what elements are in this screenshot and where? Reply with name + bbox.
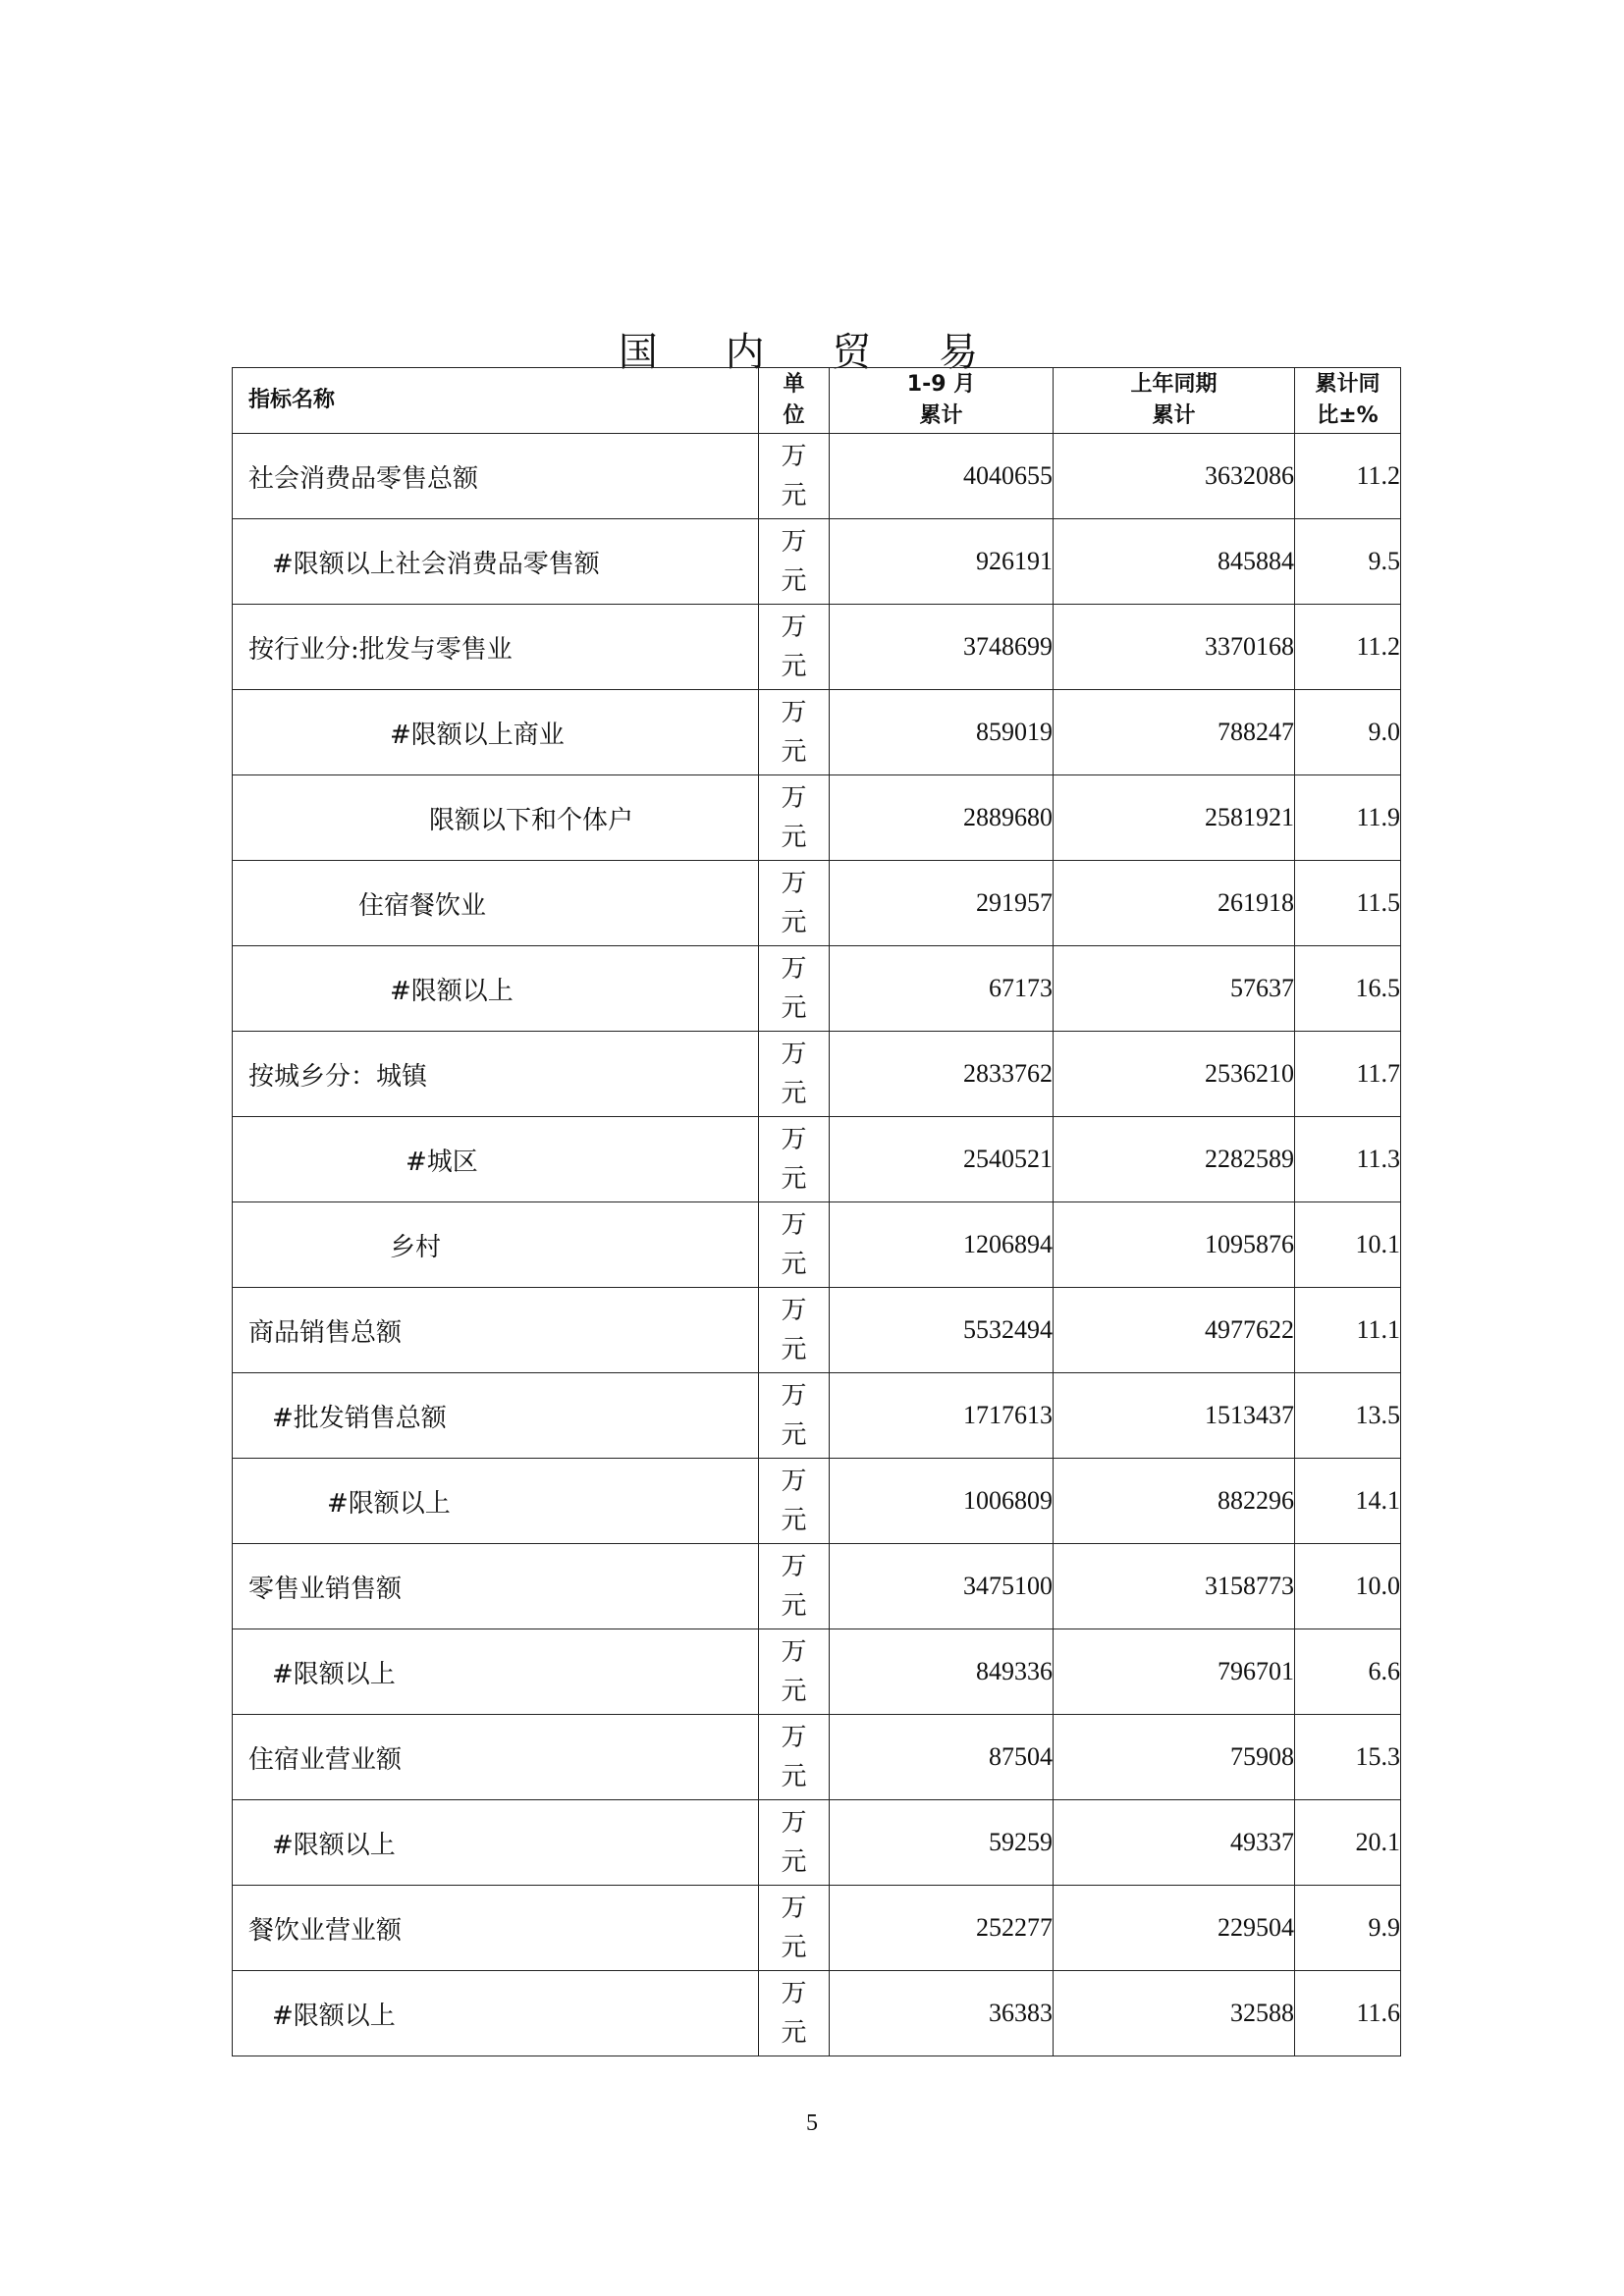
- domestic-trade-table: [232, 367, 1401, 2056]
- indicator-name: #限额以上商业: [233, 690, 759, 775]
- yoy-change: 9.5: [1295, 519, 1401, 605]
- table-row: [233, 1373, 1401, 1459]
- unit-line2: 元: [781, 1847, 807, 1877]
- current-cumulative: 2540521: [830, 1117, 1054, 1202]
- previous-cumulative: 49337: [1054, 1800, 1295, 1886]
- indicator-name: 住宿业营业额: [233, 1715, 759, 1800]
- unit-line2: 元: [781, 652, 807, 681]
- table-row: [233, 605, 1401, 690]
- yoy-change: 15.3: [1295, 1715, 1401, 1800]
- unit-line2: 元: [781, 1164, 807, 1194]
- header-indicator-name: 指标名称: [233, 368, 759, 434]
- current-cumulative: 926191: [830, 519, 1054, 605]
- unit-line1: 万: [781, 869, 807, 898]
- current-cumulative: 1006809: [830, 1459, 1054, 1544]
- unit-line1: 万: [781, 1552, 807, 1581]
- current-cumulative: 87504: [830, 1715, 1054, 1800]
- previous-cumulative: 2581921: [1054, 775, 1295, 861]
- previous-cumulative: 261918: [1054, 861, 1295, 946]
- header-yoy-change: [1295, 368, 1401, 434]
- unit-cell: [759, 1800, 830, 1886]
- table-row: [233, 775, 1401, 861]
- unit-line2: 元: [781, 1677, 807, 1706]
- previous-cumulative: 3158773: [1054, 1544, 1295, 1629]
- unit-line1: 万: [781, 698, 807, 727]
- unit-line1: 万: [781, 1979, 807, 2008]
- previous-cumulative: 229504: [1054, 1886, 1295, 1971]
- unit-cell: [759, 1629, 830, 1715]
- unit-cell: [759, 1459, 830, 1544]
- unit-line2: 元: [781, 2018, 807, 2048]
- header-prev-line2: 累计: [1152, 403, 1196, 428]
- header-current-line2: 累计: [919, 403, 963, 428]
- header-unit: [759, 368, 830, 434]
- unit-line2: 元: [781, 1335, 807, 1364]
- unit-line2: 元: [781, 1079, 807, 1108]
- header-current-line1: 1-9 月: [906, 372, 976, 397]
- unit-cell: [759, 1544, 830, 1629]
- previous-cumulative: 32588: [1054, 1971, 1295, 2056]
- table-body: [233, 434, 1401, 2056]
- yoy-change: 11.5: [1295, 861, 1401, 946]
- unit-line1: 万: [781, 1808, 807, 1838]
- unit-line2: 元: [781, 908, 807, 937]
- indicator-name: 住宿餐饮业: [233, 861, 759, 946]
- unit-line1: 万: [781, 1210, 807, 1240]
- table-row: [233, 1629, 1401, 1715]
- yoy-change: 11.6: [1295, 1971, 1401, 2056]
- current-cumulative: 5532494: [830, 1288, 1054, 1373]
- table-row: [233, 1459, 1401, 1544]
- unit-cell: [759, 1117, 830, 1202]
- unit-line1: 万: [781, 1125, 807, 1154]
- previous-cumulative: 788247: [1054, 690, 1295, 775]
- indicator-name: #限额以上社会消费品零售额: [233, 519, 759, 605]
- yoy-change: 11.9: [1295, 775, 1401, 861]
- unit-line1: 万: [781, 442, 807, 471]
- unit-line2: 元: [781, 1933, 807, 1962]
- unit-cell: [759, 519, 830, 605]
- header-change-line1: 累计同: [1315, 372, 1380, 397]
- current-cumulative: 36383: [830, 1971, 1054, 2056]
- indicator-name: 限额以下和个体户: [233, 775, 759, 861]
- page-number: 5: [806, 2110, 818, 2136]
- table-row: [233, 434, 1401, 519]
- indicator-name: 按行业分:批发与零售业: [233, 605, 759, 690]
- unit-line2: 元: [781, 481, 807, 510]
- header-change-line2: 比±%: [1317, 403, 1379, 428]
- header-current-cumulative: [830, 368, 1054, 434]
- previous-cumulative: 1513437: [1054, 1373, 1295, 1459]
- previous-cumulative: 3370168: [1054, 605, 1295, 690]
- table-row: [233, 946, 1401, 1032]
- indicator-name: #批发销售总额: [233, 1373, 759, 1459]
- indicator-name: 按城乡分：城镇: [233, 1032, 759, 1117]
- previous-cumulative: 4977622: [1054, 1288, 1295, 1373]
- unit-line1: 万: [781, 1637, 807, 1667]
- unit-line1: 万: [781, 954, 807, 984]
- current-cumulative: 1717613: [830, 1373, 1054, 1459]
- indicator-name: 零售业销售额: [233, 1544, 759, 1629]
- yoy-change: 9.0: [1295, 690, 1401, 775]
- unit-line1: 万: [781, 1723, 807, 1752]
- header-prev-line1: 上年同期: [1130, 372, 1218, 397]
- previous-cumulative: 796701: [1054, 1629, 1295, 1715]
- yoy-change: 13.5: [1295, 1373, 1401, 1459]
- current-cumulative: 3748699: [830, 605, 1054, 690]
- table-row: [233, 1288, 1401, 1373]
- current-cumulative: 67173: [830, 946, 1054, 1032]
- yoy-change: 10.0: [1295, 1544, 1401, 1629]
- unit-cell: [759, 1373, 830, 1459]
- unit-cell: [759, 946, 830, 1032]
- table-row: [233, 1971, 1401, 2056]
- yoy-change: 10.1: [1295, 1202, 1401, 1288]
- previous-cumulative: 845884: [1054, 519, 1295, 605]
- indicator-name: 社会消费品零售总额: [233, 434, 759, 519]
- previous-cumulative: 882296: [1054, 1459, 1295, 1544]
- unit-line2: 元: [781, 1250, 807, 1279]
- yoy-change: 9.9: [1295, 1886, 1401, 1971]
- indicator-name: 商品销售总额: [233, 1288, 759, 1373]
- unit-line1: 万: [781, 783, 807, 813]
- previous-cumulative: 2282589: [1054, 1117, 1295, 1202]
- previous-cumulative: 3632086: [1054, 434, 1295, 519]
- indicator-name: #限额以上: [233, 1629, 759, 1715]
- current-cumulative: 3475100: [830, 1544, 1054, 1629]
- unit-cell: [759, 1202, 830, 1288]
- current-cumulative: 252277: [830, 1886, 1054, 1971]
- unit-cell: [759, 1715, 830, 1800]
- unit-cell: [759, 1971, 830, 2056]
- unit-cell: [759, 775, 830, 861]
- current-cumulative: 2833762: [830, 1032, 1054, 1117]
- yoy-change: 14.1: [1295, 1459, 1401, 1544]
- current-cumulative: 4040655: [830, 434, 1054, 519]
- indicator-name: 乡村: [233, 1202, 759, 1288]
- unit-line2: 元: [781, 566, 807, 596]
- indicator-name: #限额以上: [233, 1971, 759, 2056]
- unit-line1: 万: [781, 1296, 807, 1325]
- yoy-change: 11.7: [1295, 1032, 1401, 1117]
- unit-line1: 万: [781, 1894, 807, 1923]
- yoy-change: 6.6: [1295, 1629, 1401, 1715]
- yoy-change: 11.1: [1295, 1288, 1401, 1373]
- table-row: [233, 1544, 1401, 1629]
- yoy-change: 11.2: [1295, 434, 1401, 519]
- unit-cell: [759, 861, 830, 946]
- indicator-name: #限额以上: [233, 1800, 759, 1886]
- unit-line2: 元: [781, 1420, 807, 1450]
- previous-cumulative: 57637: [1054, 946, 1295, 1032]
- table-row: [233, 1886, 1401, 1971]
- current-cumulative: 2889680: [830, 775, 1054, 861]
- table-row: [233, 1117, 1401, 1202]
- yoy-change: 11.2: [1295, 605, 1401, 690]
- unit-line1: 万: [781, 1467, 807, 1496]
- unit-cell: [759, 434, 830, 519]
- unit-cell: [759, 605, 830, 690]
- unit-line1: 万: [781, 1040, 807, 1069]
- unit-line2: 元: [781, 993, 807, 1023]
- unit-cell: [759, 1886, 830, 1971]
- current-cumulative: 859019: [830, 690, 1054, 775]
- table-row: [233, 1800, 1401, 1886]
- table-row: [233, 1715, 1401, 1800]
- table-header-row: [233, 368, 1401, 434]
- header-unit-line2: 位: [783, 403, 805, 428]
- indicator-name: #限额以上: [233, 946, 759, 1032]
- yoy-change: 20.1: [1295, 1800, 1401, 1886]
- indicator-name: #城区: [233, 1117, 759, 1202]
- unit-line2: 元: [781, 823, 807, 852]
- previous-cumulative: 75908: [1054, 1715, 1295, 1800]
- yoy-change: 11.3: [1295, 1117, 1401, 1202]
- table-row: [233, 1202, 1401, 1288]
- unit-cell: [759, 690, 830, 775]
- indicator-name: 餐饮业营业额: [233, 1886, 759, 1971]
- unit-line1: 万: [781, 527, 807, 557]
- current-cumulative: 59259: [830, 1800, 1054, 1886]
- indicator-name: #限额以上: [233, 1459, 759, 1544]
- unit-cell: [759, 1032, 830, 1117]
- yoy-change: 16.5: [1295, 946, 1401, 1032]
- unit-line2: 元: [781, 1591, 807, 1621]
- unit-line2: 元: [781, 1506, 807, 1535]
- current-cumulative: 849336: [830, 1629, 1054, 1715]
- current-cumulative: 291957: [830, 861, 1054, 946]
- page-title: 国 内 贸 易: [618, 329, 1006, 375]
- unit-line1: 万: [781, 1381, 807, 1411]
- previous-cumulative: 2536210: [1054, 1032, 1295, 1117]
- previous-cumulative: 1095876: [1054, 1202, 1295, 1288]
- header-unit-line1: 单: [783, 372, 805, 397]
- unit-cell: [759, 1288, 830, 1373]
- table-row: [233, 519, 1401, 605]
- unit-line2: 元: [781, 1762, 807, 1791]
- current-cumulative: 1206894: [830, 1202, 1054, 1288]
- table-row: [233, 1032, 1401, 1117]
- table-row: [233, 861, 1401, 946]
- unit-line2: 元: [781, 737, 807, 767]
- header-previous-cumulative: [1054, 368, 1295, 434]
- unit-line1: 万: [781, 613, 807, 642]
- table-row: [233, 690, 1401, 775]
